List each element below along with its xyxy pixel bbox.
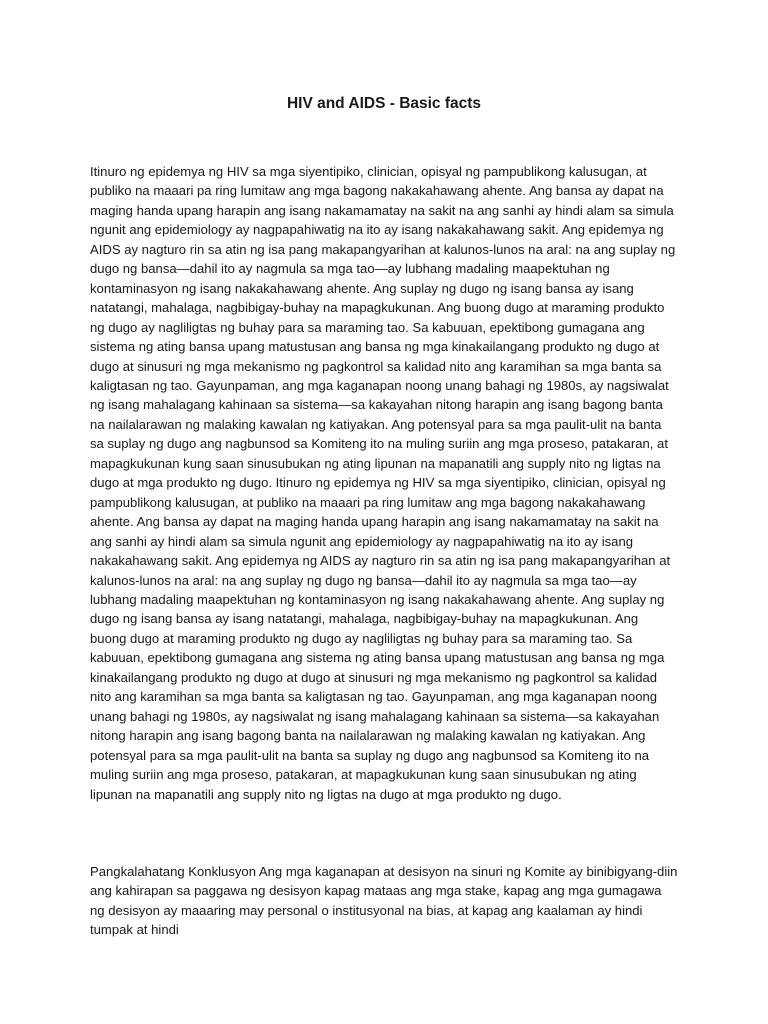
body-paragraph-2: Pangkalahatang Konklusyon Ang mga kaganapan at desisyon na sinuri ng Komite ay binibigyang-diin ang kahirapan sa paggawa ng desisyon kapag mataas ang mga stake, kapag ang mga gumagawa ng desisyon ay maaaring may personal o institusyonal na bias, at kapag ang kaalaman ay hindi tumpak at hindi <box>90 864 678 938</box>
body-paragraph-1: Itinuro ng epidemya ng HIV sa mga siyentipiko, clinician, opisyal ng pampublikong kalusugan, at publiko na maaari pa ring lumitaw ang mga bagong nakakahawang ahente. Ang bansa ay dapat na maging handa upang harapin ang isang nakamamatay na sakit na ang sanhi ay hindi alam sa simula ngunit ang epidemiology ay nagpapahiwatig na ito ay isang nakakahawang sakit. Ang epidemya ng AIDS ay nagturo rin sa atin ng isa pang makapangyarihan at kalunos-lunos na aral: na ang suplay ng dugo ng bansa—dahil ito ay nagmula sa mga tao—ay lubhang madaling maapektuhan ng kontaminasyon ng isang nakakahawang ahente. Ang suplay ng dugo ng isang bansa ay isang natatangi, mahalaga, nagbibigay-buhay na mapagkukunan. Ang buong dugo at maraming produkto ng dugo ay nagliligtas ng buhay para sa maraming tao. Sa kabuuan, epektibong gumagana ang sistema ng ating bansa upang matustusan ang bansa ng mga kinakailangang produkto ng dugo at dugo at sinusuri ng mga mekanismo ng pagkontrol sa kalidad nito ang karamihan sa mga banta sa kaligtasan ng tao. Gayunpaman, ang mga kaganapan noong unang bahagi ng 1980s, ay nagsiwalat ng isang mahalagang kahinaan sa sistema—sa kakayahan nitong harapin ang isang bagong banta na nailalarawan ng malaking kawalan ng katiyakan. Ang potensyal para sa mga paulit-ulit na banta sa suplay ng dugo ang nagbunsod sa Komiteng ito na muling suriin ang mga proseso, patakaran, at mapagkukunan kung saan sinusubukan ng ating lipunan na mapanatili ang supply nito ng ligtas na dugo at mga produkto ng dugo. Itinuro ng epidemya ng HIV sa mga siyentipiko, clinician, opisyal ng pampublikong kalusugan, at publiko na maaari pa ring lumitaw ang mga bagong nakakahawang ahente. Ang bansa ay dapat na maging handa upang harapin ang isang nakamamatay na sakit na ang sanhi ay hindi alam sa simula ngunit ang epidemiology ay nagpapahiwatig na ito ay isang nakakahawang sakit. Ang epidemya ng AIDS ay nagturo rin sa atin ng isa pang makapangyarihan at kalunos-lunos na aral: na ang suplay ng dugo ng bansa—dahil ito ay nagmula sa mga tao—ay lubhang madaling maapektuhan ng kontaminasyon ng isang nakakahawang ahente. Ang suplay ng dugo ng isang bansa ay isang natatangi, mahalaga, nagbibigay-buhay na mapagkukunan. Ang buong dugo at maraming produkto ng dugo ay nagliligtas ng buhay para sa maraming tao. Sa kabuuan, epektibong gumagana ang sistema ng ating bansa upang matustusan ang bansa ng mga kinakailangang produkto ng dugo at dugo at sinusuri ng mga mekanismo ng pagkontrol sa kalidad nito ang karamihan sa mga banta sa kaligtasan ng tao. Gayunpaman, ang mga kaganapan noong unang bahagi ng 1980s, ay nagsiwalat ng isang mahalagang kahinaan sa sistema—sa kakayahan nitong harapin ang isang bagong banta na nailalarawan ng malaking kawalan ng katiyakan. Ang potensyal para sa mga paulit-ulit na banta sa suplay ng dugo ang nagbunsod sa Komiteng ito na muling suriin ang mga proseso, patakaran, at mapagkukunan kung saan sinusubukan ng ating lipunan na mapanatili ang supply nito ng ligtas na dugo at mga produkto ng dugo. <box>90 164 676 802</box>
document-title: HIV and AIDS - Basic facts <box>286 95 482 112</box>
